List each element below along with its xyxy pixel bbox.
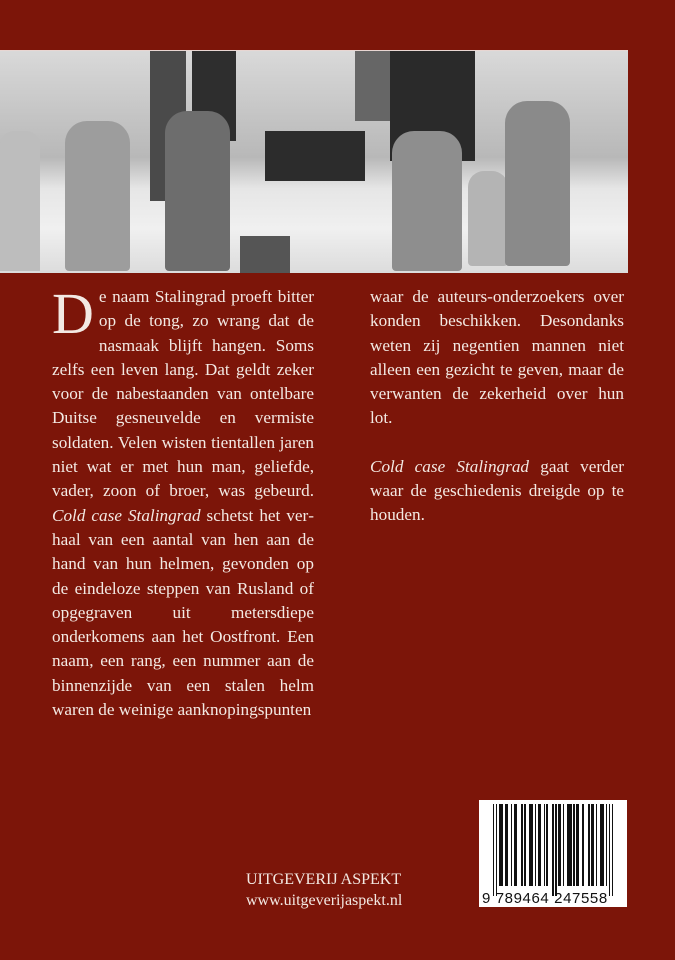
isbn-barcode bbox=[479, 800, 627, 907]
blurb-paragraph: waar de auteurs-onderzoekers over konden beschikken. Desondanks weten zij negentien mannen niet alleen een gezicht te geven, maar de verwanten de zekerheid over hun lot. bbox=[370, 287, 624, 428]
ruin-wall bbox=[265, 131, 365, 181]
publisher-block bbox=[246, 869, 402, 911]
blurb-text: gaat verder waar de geschiedenis dreigde op te houden. bbox=[370, 456, 624, 525]
debris bbox=[240, 236, 290, 273]
barcode-bar bbox=[524, 804, 525, 886]
barcode-bar bbox=[563, 804, 564, 886]
barcode-bar bbox=[567, 804, 571, 886]
barcode-bar bbox=[609, 804, 610, 896]
cover-photo bbox=[0, 50, 628, 273]
barcode-bar bbox=[596, 804, 597, 886]
barcode-bar bbox=[493, 804, 494, 896]
soldier bbox=[392, 131, 462, 271]
barcode-bar bbox=[588, 804, 589, 886]
barcode-bar bbox=[606, 804, 607, 886]
publisher-name: UITGEVERIJ ASPEKT bbox=[246, 871, 402, 888]
barcode-bar bbox=[546, 804, 547, 886]
isbn-number: 9 789464 247558 bbox=[482, 890, 608, 907]
barcode-bars bbox=[493, 804, 615, 886]
barcode-bar bbox=[505, 804, 508, 886]
soldier bbox=[65, 121, 130, 271]
blurb-left-column bbox=[52, 281, 314, 722]
book-title: Cold case Stalingrad bbox=[370, 456, 530, 476]
barcode-bar bbox=[538, 804, 541, 886]
barcode-bar bbox=[521, 804, 522, 886]
barcode-bar bbox=[535, 804, 536, 886]
drop-cap: D bbox=[52, 281, 94, 346]
barcode-bar bbox=[591, 804, 594, 886]
barcode-bar bbox=[499, 804, 503, 886]
barcode-bar bbox=[582, 804, 583, 886]
barcode-bar bbox=[558, 804, 561, 886]
barcode-bar bbox=[573, 804, 574, 886]
book-title: Cold case Stalingrad bbox=[52, 505, 201, 525]
barcode-bar bbox=[600, 804, 604, 886]
blurb-paragraph bbox=[370, 455, 624, 528]
soldier bbox=[468, 171, 508, 266]
barcode-bar bbox=[544, 804, 545, 886]
barcode-bar bbox=[612, 804, 613, 896]
barcode-bar bbox=[552, 804, 553, 896]
blurb-text: schetst het verhaal van een aantal van hen aan de hand van hun helmen, gevonden op de eindeloze steppen van Rusland of opgegraven uit metersdiepe onderkomens aan het Oostfront. Een naam, een rang, een nummer aan de binnenzijde van een stalen helm waren de weinige aanknopingspunten bbox=[52, 505, 314, 720]
barcode-bar bbox=[511, 804, 512, 886]
barcode-bar bbox=[555, 804, 556, 896]
barcode-bar bbox=[576, 804, 579, 886]
soldier bbox=[165, 111, 230, 271]
barcode-bar bbox=[529, 804, 533, 886]
blurb-text: e naam Stalingrad proeft bitter op de tong, zo wrang dat de nasmaak blijft hangen. Soms zelfs een leven lang. Dat geldt zeker voor de nabestaanden van ontelbare Duitse gesneuvelde en vermiste soldaten. Velen wisten tientallen jaren niet wat er met hun man, geliefde, vader, zoon of broer, was gebeurd. bbox=[52, 287, 314, 501]
publisher-website[interactable]: www.uitgeverijaspekt.nl bbox=[246, 892, 403, 909]
ruin-wall bbox=[355, 51, 390, 121]
soldier bbox=[0, 131, 40, 271]
barcode-bar bbox=[496, 804, 497, 896]
soldier bbox=[505, 101, 570, 266]
barcode-bar bbox=[514, 804, 517, 886]
blurb-right-column bbox=[370, 285, 624, 528]
